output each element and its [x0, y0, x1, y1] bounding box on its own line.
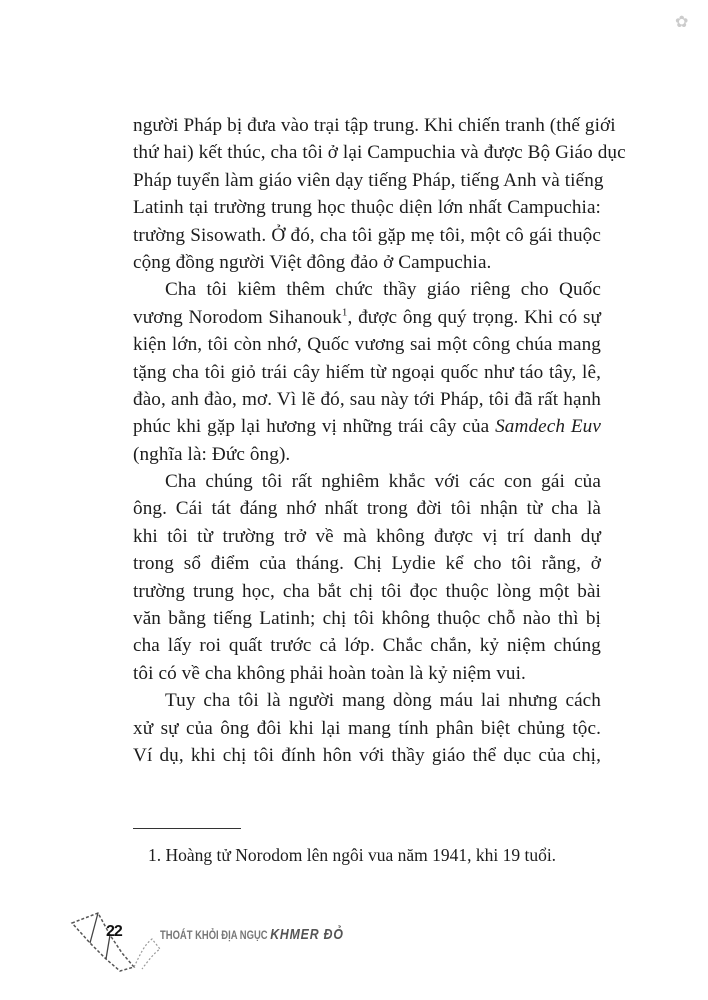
text-line — [133, 632, 601, 659]
text-segment: trường trung học, cha bắt chị tôi đọc thuộc lòng một bài — [133, 580, 601, 602]
running-title — [160, 926, 344, 943]
text-line — [133, 331, 601, 358]
text-line — [133, 304, 601, 331]
text-line — [133, 139, 626, 166]
text-segment: vương Norodom Sihanouk — [133, 306, 342, 328]
text-line — [133, 222, 601, 249]
text-segment: trường Sisowath. Ở đó, cha tôi gặp mẹ tôi, một cô gái thuộc — [133, 224, 601, 246]
text-segment: khi tôi từ trường trở về mà không được vị trí danh dự — [133, 525, 601, 547]
text-segment: (nghĩa là: Đức ông). — [133, 443, 291, 465]
text-line — [133, 578, 601, 605]
text-segment: thứ hai) kết thúc, cha tôi ở lại Campuchia và được Bộ Giáo dục — [133, 142, 626, 164]
text-line — [133, 495, 601, 522]
text-segment: ông. Cái tát đáng nhớ nhất trong đời tôi nhận từ cha là — [133, 498, 601, 520]
text-line — [133, 550, 601, 577]
text-line — [133, 441, 601, 468]
text-segment: , được ông quý trọng. Khi có sự — [347, 306, 602, 328]
text-segment: Pháp tuyển làm giáo viên dạy tiếng Pháp, tiếng Anh và tiếng — [133, 169, 604, 191]
text-segment: Cha tôi kiêm thêm chức thầy giáo riêng cho Quốc — [165, 279, 601, 301]
text-line — [133, 359, 601, 386]
text-line — [133, 194, 601, 221]
footnote-divider — [133, 828, 241, 829]
text-segment: kiện lớn, tôi còn nhớ, Quốc vương sai một công chúa mang — [133, 334, 601, 356]
text-line — [133, 742, 601, 769]
text-line — [133, 687, 601, 714]
text-segment: Cha chúng tôi rất nghiêm khắc với các con gái của — [165, 471, 601, 493]
text-segment: xử sự của ông đôi khi lại mang tính phân biệt chủng tộc. — [133, 717, 601, 739]
text-line — [133, 468, 601, 495]
text-segment: Tuy cha tôi là người mang dòng máu lai nhưng cách — [165, 690, 601, 712]
text-segment: văn bằng tiếng Latinh; chị tôi không thuộc chỗ nào thì bị — [133, 608, 601, 630]
text-segment: phúc khi gặp lại hương vị những trái cây của — [133, 416, 496, 438]
text-line — [133, 715, 601, 742]
text-segment: tôi có về cha không phải hoàn toàn là kỷ niệm vui. — [133, 662, 526, 684]
text-line — [133, 112, 616, 139]
text-line — [133, 413, 601, 440]
text-line — [133, 386, 601, 413]
flower-ornament-icon: ✿ — [675, 12, 689, 31]
body-text — [133, 112, 626, 769]
page-number: 22 — [106, 923, 122, 940]
text-segment: trong sổ điểm của tháng. Chị Lydie kể cho tôi rằng, ở — [133, 553, 601, 575]
text-segment: người Pháp bị đưa vào trại tập trung. Khi chiến tranh (thế giới — [133, 115, 616, 136]
text-segment: cha lấy roi quất trước cả lớp. Chắc chắn, kỷ niệm chúng — [133, 635, 601, 657]
text-line — [133, 249, 601, 276]
footnote-reference: 1 — [341, 306, 348, 319]
text-segment: đào, anh đào, mơ. Vì lẽ đó, sau này tới Pháp, tôi đã rất hạnh — [133, 388, 601, 410]
text-segment: Latinh tại trường trung học thuộc diện lớn nhất Campuchia: — [133, 197, 601, 219]
page-footer — [70, 905, 470, 975]
footnote: 1. Hoàng tử Norodom lên ngôi vua năm 1941, khi 19 tuổi. — [148, 845, 557, 865]
text-segment: tặng cha tôi giỏ trái cây hiếm từ ngoại quốc như táo tây, lê, — [133, 361, 601, 383]
running-title-emphasis: KHMER ĐỎ — [270, 926, 344, 943]
text-segment: Ví dụ, khi chị tôi đính hôn với thầy giáo thể dục của chị, — [133, 744, 601, 766]
text-line — [133, 523, 601, 550]
text-line — [133, 660, 601, 687]
italic-term: Samdech Euv — [495, 416, 601, 438]
text-line — [133, 605, 601, 632]
text-line — [133, 276, 601, 303]
text-line — [133, 167, 604, 194]
running-title-plain: THOÁT KHỎI ĐỊA NGỤC — [160, 930, 268, 942]
text-segment: cộng đồng người Việt đông đảo ở Campuchia. — [133, 251, 492, 273]
